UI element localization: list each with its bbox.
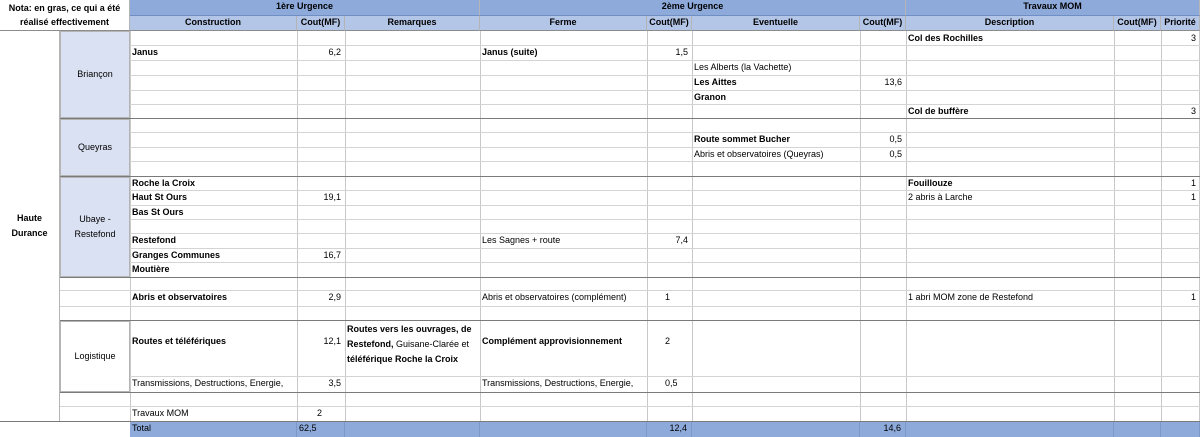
grid-line: [130, 161, 1200, 162]
cell-abris-complement-cost: 1: [665, 292, 671, 302]
remark-bold-text: téléférique Roche la Croix: [347, 354, 459, 364]
grid-line: [130, 90, 1200, 91]
section-queyras: Queyras: [60, 119, 130, 176]
cell-abris-queyras-cost: 0,5: [889, 149, 902, 159]
cell-transmissions-ferme-cost: 0,5: [665, 378, 678, 388]
nota-note: Nota: en gras, ce qui a été réalisé effectivement: [0, 0, 130, 31]
cell-janus-cost: 6,2: [328, 47, 341, 57]
cell-granges-communes: Granges Communes: [132, 250, 221, 260]
cell-les-sagnes-cost: 7,4: [675, 235, 688, 245]
remark-bold-text: Restefond,: [347, 339, 394, 349]
section-briancon: Briançon: [60, 31, 130, 118]
cell-bucher-cost: 0,5: [889, 134, 902, 144]
cell-abris-larche: 2 abris à Larche: [908, 192, 973, 202]
cell-abri-mom-restefond: 1 abri MOM zone de Restefond: [908, 292, 1034, 302]
section-divider: [60, 118, 1200, 119]
cell-buffere-priority: 3: [1190, 106, 1196, 116]
cell-travaux-mom-cost: 2: [317, 408, 323, 418]
cell-routes-teleferiques: Routes et téléfériques: [132, 336, 227, 346]
group-header-first-urgency: 1ère Urgence: [130, 0, 480, 16]
total-remarques: [345, 422, 480, 437]
total-first-urgency: 62,5: [297, 422, 345, 437]
section-ubaye-restefond: Ubaye - Restefond: [60, 177, 130, 277]
cell-complement-cost: 2: [665, 336, 671, 346]
grid-line: [60, 306, 1200, 307]
cell-travaux-mom: Travaux MOM: [132, 408, 189, 418]
total-priority: [1161, 422, 1200, 437]
cell-fouillouze: Fouillouze: [908, 178, 953, 188]
region-label: Haute Durance: [0, 31, 60, 421]
grid-line: [130, 60, 1200, 61]
cell-les-sagnes: Les Sagnes + route: [482, 235, 561, 245]
cell-abri-mom-priority: 1: [1190, 292, 1196, 302]
column-header-construction: Construction: [130, 16, 297, 31]
remark-text: Guisane-Clarée et: [393, 339, 470, 349]
group-header-travaux-mom: Travaux MOM: [906, 0, 1200, 16]
cell-fouillouze-priority: 1: [1190, 178, 1196, 188]
total-second-urgency: 12,4: [647, 422, 692, 437]
total-eventuelle-cost: 14,6: [860, 422, 906, 437]
column-header-cost: Cout(MF): [1114, 16, 1161, 31]
cell-col-des-rochilles: Col des Rochilles: [908, 33, 984, 43]
cell-les-alberts: Les Alberts (la Vachette): [694, 62, 792, 72]
cell-les-aittes-cost: 13,6: [884, 77, 902, 87]
cell-abris-complement: Abris et observatoires (complément): [482, 292, 627, 302]
section-divider: [60, 392, 1200, 393]
cell-janus-suite-cost: 1,5: [675, 47, 688, 57]
column-header-cost: Cout(MF): [860, 16, 906, 31]
cell-remarques-routes: [345, 321, 480, 366]
section-logistique: Logistique: [60, 321, 130, 392]
column-header-cost: Cout(MF): [647, 16, 692, 31]
cell-bas-st-ours: Bas St Ours: [132, 207, 184, 217]
cell-route-sommet-bucher: Route sommet Bucher: [694, 134, 791, 144]
cell-haut-st-ours: Haut St Ours: [132, 192, 188, 202]
cell-larche-priority: 1: [1190, 192, 1196, 202]
cell-abris-cost: 2,9: [328, 292, 341, 302]
cell-complement-approvisionnement: Complément approvisionnement: [482, 336, 623, 346]
total-description: [906, 422, 1114, 437]
total-label: Total: [130, 422, 297, 437]
cell-routes-cost: 12,1: [323, 336, 341, 346]
cell-abris-observatoires: Abris et observatoires: [132, 292, 228, 302]
grid-line: [130, 75, 1200, 76]
cell-janus: Janus: [132, 47, 159, 57]
cell-transmissions-ferme: Transmissions, Destructions, Energie,: [482, 378, 634, 388]
cell-rochilles-priority: 3: [1190, 33, 1196, 43]
column-header-remarques: Remarques: [345, 16, 480, 31]
cell-les-aittes: Les Aittes: [694, 77, 737, 87]
section-divider: [60, 277, 1200, 278]
cell-janus-suite: Janus (suite): [482, 47, 538, 57]
cell-granon: Granon: [694, 92, 727, 102]
cell-moutiere: Moutière: [132, 264, 170, 274]
cell-haut-st-ours-cost: 19,1: [323, 192, 341, 202]
cell-transmissions-cost: 3,5: [328, 378, 341, 388]
section-divider: [60, 320, 1200, 321]
grid-line: [130, 147, 1200, 148]
total-ferme: [480, 422, 647, 437]
cell-abris-queyras: Abris et observatoires (Queyras): [694, 149, 824, 159]
column-header-cost: Cout(MF): [297, 16, 345, 31]
cell-restefond: Restefond: [132, 235, 177, 245]
cell-col-de-buffere: Col de buffère: [908, 106, 969, 116]
cell-transmissions: Transmissions, Destructions, Energie,: [132, 378, 284, 388]
cell-roche-la-croix: Roche la Croix: [132, 178, 196, 188]
column-header-eventuelle: Eventuelle: [692, 16, 860, 31]
column-header-description: Description: [906, 16, 1114, 31]
cell-granges-cost: 16,7: [323, 250, 341, 260]
grid-line: [130, 219, 1200, 220]
total-mom-cost: [1114, 422, 1161, 437]
grid-line: [130, 132, 1200, 133]
column-header-priorite: Priorité: [1161, 16, 1200, 31]
group-header-second-urgency: 2ème Urgence: [480, 0, 906, 16]
total-eventuelle: [692, 422, 860, 437]
column-header-ferme: Ferme: [480, 16, 647, 31]
remark-bold-text: Routes vers les ouvrages, de: [347, 324, 472, 334]
